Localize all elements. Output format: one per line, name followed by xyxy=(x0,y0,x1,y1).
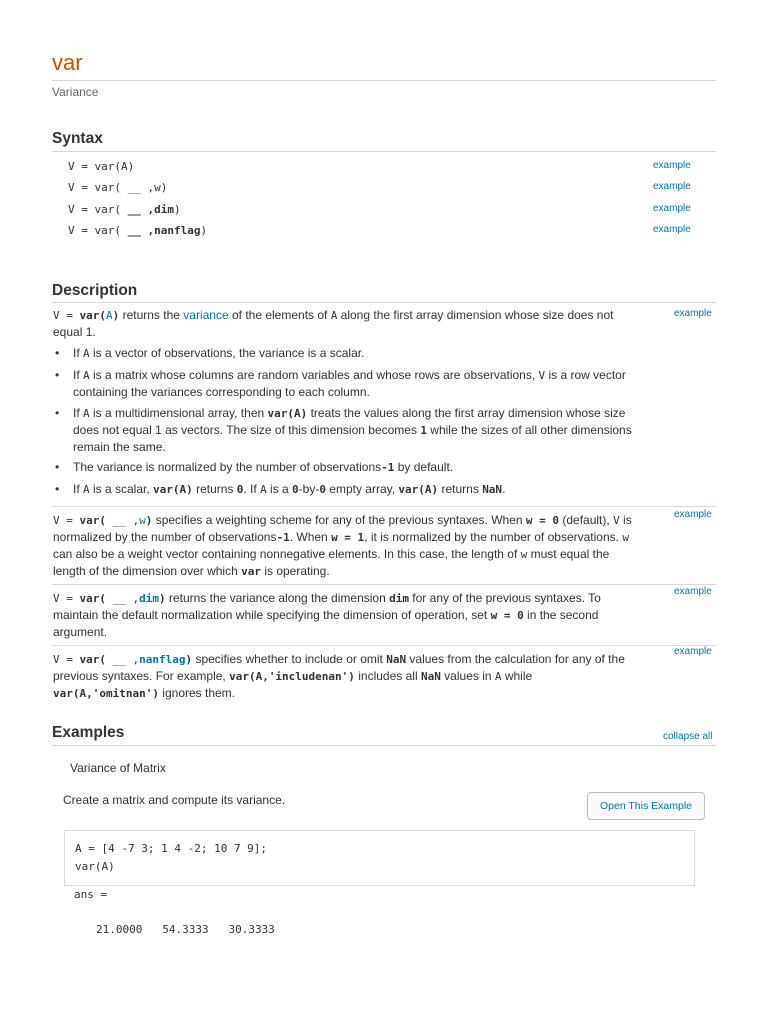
description-paragraph-2: V = var( __ ,w) specifies a weighting scheme for any of the previous syntaxes. When w = 0 (default), V is normalized by the number of observations-1. When w = 1, it is normalized by the number of observations. w can also be a weight vector containing nonnegative elements. In this case, the length of w must equal the length of the dimension over which var is operating. xyxy=(53,513,632,578)
description-divider-4 xyxy=(52,645,716,646)
description-paragraph-4: V = var( __ ,nanflag) specifies whether to include or omit NaN values from the calculation for any of the previous syntaxes. For example, var(A,'includenan') includes all NaN values in A while var(A,'omitnan') ignores them. xyxy=(53,652,625,700)
example-description: Create a matrix and compute its variance. xyxy=(63,793,286,807)
weight-arg-link[interactable]: w xyxy=(139,514,146,527)
code-block xyxy=(64,830,695,886)
examples-divider xyxy=(52,745,716,746)
syntax-example-link-3[interactable]: example xyxy=(653,203,691,214)
title-divider xyxy=(52,80,716,81)
description-bullet-5: • If A is a scalar, var(A) returns 0. If A is a 0-by-0 empty array, var(A) returns NaN. xyxy=(53,481,633,498)
output-values: 21.0000 54.3333 30.3333 xyxy=(96,923,275,936)
description-example-link-4[interactable]: example xyxy=(674,646,712,657)
description-paragraph-3: V = var( __ ,dim) returns the variance along the dimension dim for any of the previous syntaxes. To maintain the default normalization while specifying the dimension of operation, set w = 0 in the second argument. xyxy=(53,591,601,639)
description-example-link-2[interactable]: example xyxy=(674,509,712,520)
description-bullet-2: • If A is a matrix whose columns are random variables and whose rows are observations, V is a row vector containing the variances corresponding to each column. xyxy=(53,367,633,401)
syntax-heading: Syntax xyxy=(52,130,103,147)
output-label: ans = xyxy=(74,888,108,901)
nanflag-arg-link[interactable]: nanflag xyxy=(139,653,186,666)
description-divider-2 xyxy=(52,506,716,507)
code-line-2: var(A) xyxy=(75,860,115,873)
syntax-line-3: V = var( __ ,dim) xyxy=(68,203,181,216)
syntax-example-link-2[interactable]: example xyxy=(653,181,691,192)
description-bullet-4: • The variance is normalized by the number of observations-1 by default. xyxy=(53,459,633,476)
description-example-link-3[interactable]: example xyxy=(674,586,712,597)
syntax-divider xyxy=(52,151,716,152)
collapse-all-link[interactable]: collapse all xyxy=(663,731,713,742)
description-bullet-1: • If A is a vector of observations, the variance is a scalar. xyxy=(53,345,633,362)
examples-heading: Examples xyxy=(52,724,125,741)
code-line-1: A = [4 -7 3; 1 4 -2; 10 7 9]; xyxy=(75,842,268,855)
variance-link[interactable]: variance xyxy=(183,308,229,322)
syntax-line-2: V = var( __ ,w) xyxy=(68,181,168,194)
syntax-line-4: V = var( __ ,nanflag) xyxy=(68,224,208,237)
syntax-example-link-1[interactable]: example xyxy=(653,160,691,171)
syntax-line-1: V = var(A) xyxy=(68,160,135,173)
syntax-example-link-4[interactable]: example xyxy=(653,224,691,235)
example-title[interactable]: Variance of Matrix xyxy=(70,761,166,775)
description-divider xyxy=(52,302,716,303)
description-paragraph-1: V = var(A) returns the variance of the elements of A along the first array dimension whose size does not equal 1. xyxy=(53,308,614,339)
page-subtitle: Variance xyxy=(52,85,99,99)
page-title: var xyxy=(52,50,83,75)
description-divider-3 xyxy=(52,584,716,585)
dim-arg-link[interactable]: dim xyxy=(139,592,159,605)
description-heading: Description xyxy=(52,282,138,299)
description-example-link-1[interactable]: example xyxy=(674,308,712,319)
syntax-arg-link[interactable]: A xyxy=(106,309,113,322)
description-bullet-3: • If A is a multidimensional array, then var(A) treats the values along the first array dimension whose size does not equal 1 as vectors. The size of this dimension becomes 1 while the sizes of all other dimensions remain the same. xyxy=(53,405,633,456)
open-example-button[interactable]: Open This Example xyxy=(587,792,705,820)
